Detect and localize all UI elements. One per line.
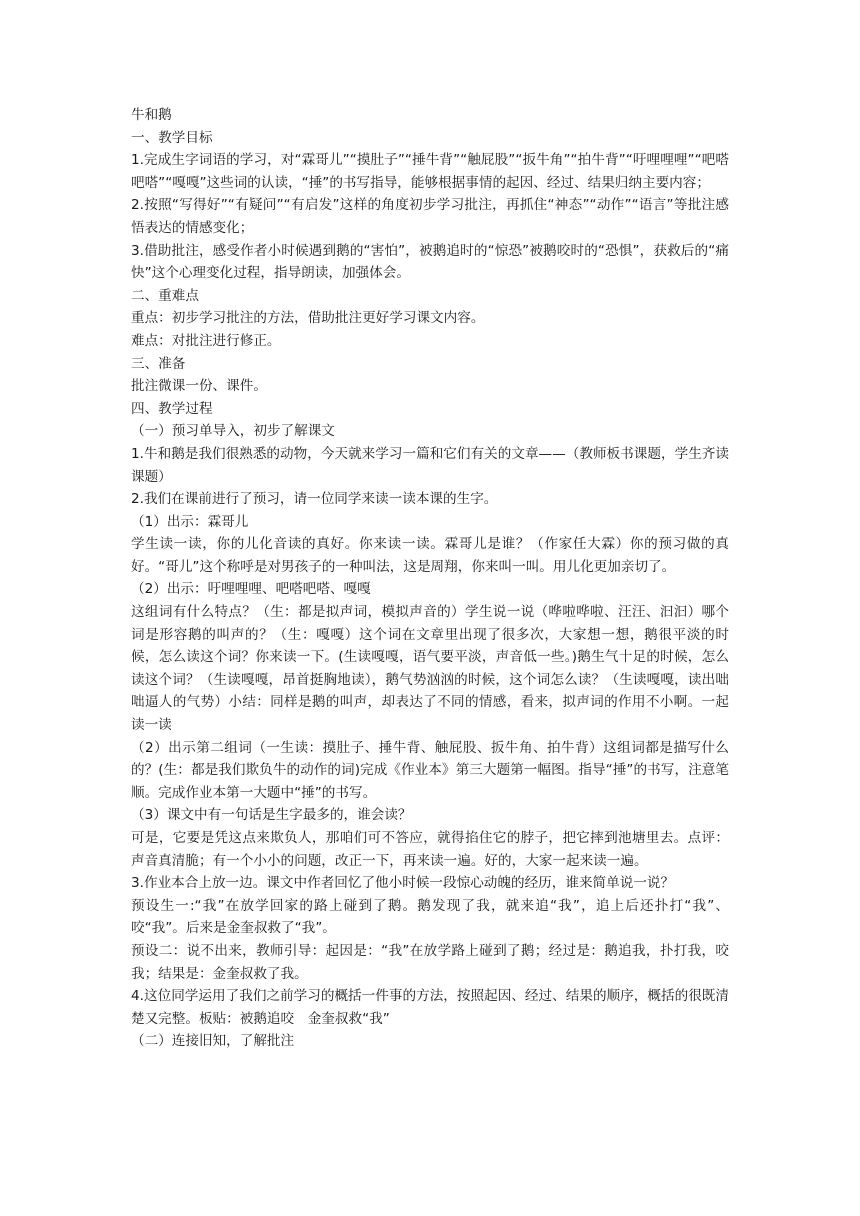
section-heading-key-points: 二、重难点: [131, 287, 199, 304]
show-item-1: （1）出示：霖哥儿: [131, 513, 249, 530]
preset-answer-1: 预设生一:“我”在放学回家的路上碰到了鹅。鹅发现了我，就来追“我”，追上后还扑打“我”、咬“我”。后来是金奎叔救了“我”。: [131, 897, 729, 937]
section-heading-preparation: 三、准备: [131, 355, 186, 372]
preparation-text: 批注微课一份、课件。: [131, 378, 267, 395]
subsection-heading-1: （一）预习单导入，初步了解课文: [131, 423, 335, 440]
show-item-2-text: 这组词有什么特点？（生：都是拟声词，模拟声音的）学生说一说（哗啦哗啦、汪汪、汩汩）哪个词是形容鹅的叫声的？（生：嘎嘎）这个词在文章里出现了很多次，大家想一想，鹅很平淡的时候，怎么读这个词？你来读一下。(生读嘎嘎，语气要平淡，声音低一些。)鹅生气十足的时候，怎么读这个词？（生读嘎嘎，昂首挺胸地读），鹅气势汹汹的时候，这个词怎么读？（生读嘎嘎，读出咄咄逼人的气势）小结：同样是鹅的叫声，却表达了不同的情感，看来，拟声词的作用不小啊。一起读一读: [131, 604, 729, 734]
document-page: [131, 104, 729, 1053]
document-title: 牛和鹅: [131, 107, 172, 123]
show-item-1-text: 学生读一读，你的儿化音读的真好。你来读一读。霖哥儿是谁？（作家任大霖）你的预习做的真好。“哥儿”这个称呼是对男孩子的一种叫法，这是周翔，你来叫一叫。用儿化更加亲切了。: [131, 536, 729, 575]
difficult-point: 难点：对批注进行修正。: [131, 332, 281, 349]
objective-1: 1.完成生字词语的学习，对“霖哥儿”“摸肚子”“捶牛背”“触屁股”“扳牛角”“拍牛背”“吁哩哩哩”“吧嗒吧嗒”“嘎嘎”这些词的认读，“捶”的书写指导，能够根据事情的起因、经过、结果归纳主要内容；: [131, 152, 729, 191]
show-item-2: （2）出示：吁哩哩哩、吧嗒吧嗒、嘎嘎: [131, 581, 371, 598]
process-step-4: 4.这位同学运用了我们之前学习的概括一件事的方法，按照起因、经过、结果的顺序，概括的很既清楚又完整。板贴：被鹅追咬 金奎叔救“我”: [131, 988, 729, 1027]
objective-2: 2.按照“写得好”“有疑问”“有启发”这样的角度初步学习批注，再抓住“神态”“动作”“语言”等批注感悟表达的情感变化；: [131, 197, 729, 236]
subsection-heading-2: （二）连接旧知，了解批注: [131, 1033, 295, 1050]
show-item-4: （3）课文中有一句话是生字最多的，谁会读？: [131, 807, 412, 824]
process-step-3: 3.作业本合上放一边。课文中作者回忆了他小时候一段惊心动魄的经历，谁来简单说一说？: [131, 875, 675, 892]
process-step-2: 2.我们在课前进行了预习，请一位同学来读一读本课的生字。: [131, 491, 498, 508]
key-point: 重点：初步学习批注的方法，借助批注更好学习课文内容。: [131, 310, 485, 327]
section-heading-objectives: 一、教学目标: [131, 129, 213, 146]
section-heading-process: 四、教学过程: [131, 400, 213, 417]
show-item-3-text: （2）出示第二组词（一生读：摸肚子、捶牛背、触屁股、扳牛角、拍牛背）这组词都是描写什么的？(生：都是我们欺负牛的动作的词)完成《作业本》第三大题第一幅图。指导“捶”的书写，注意笔顺。完成作业本第一大题中“捶”的书写。: [131, 739, 729, 801]
preset-answer-2: 预设二：说不出来，教师引导：起因是：“我”在放学路上碰到了鹅；经过是：鹅追我，扑打我，咬我；结果是：金奎叔救了我。: [131, 942, 729, 982]
objective-3: 3.借助批注，感受作者小时候遇到鹅的“害怕”，被鹅追时的“惊恐”被鹅咬时的“恐惧”，获救后的“痛快”这个心理变化过程，指导朗读，加强体会。: [131, 242, 729, 282]
show-item-4-text: 可是，它要是凭这点来欺负人，那咱们可不答应，就得掐住它的脖子，把它摔到池塘里去。点评：声音真清脆；有一个小小的问题，改正一下，再来读一遍。好的，大家一起来读一遍。: [131, 830, 729, 869]
process-step-1: 1.牛和鹅是我们很熟悉的动物，今天就来学习一篇和它们有关的文章——（教师板书课题，学生齐读课题）: [131, 445, 729, 485]
